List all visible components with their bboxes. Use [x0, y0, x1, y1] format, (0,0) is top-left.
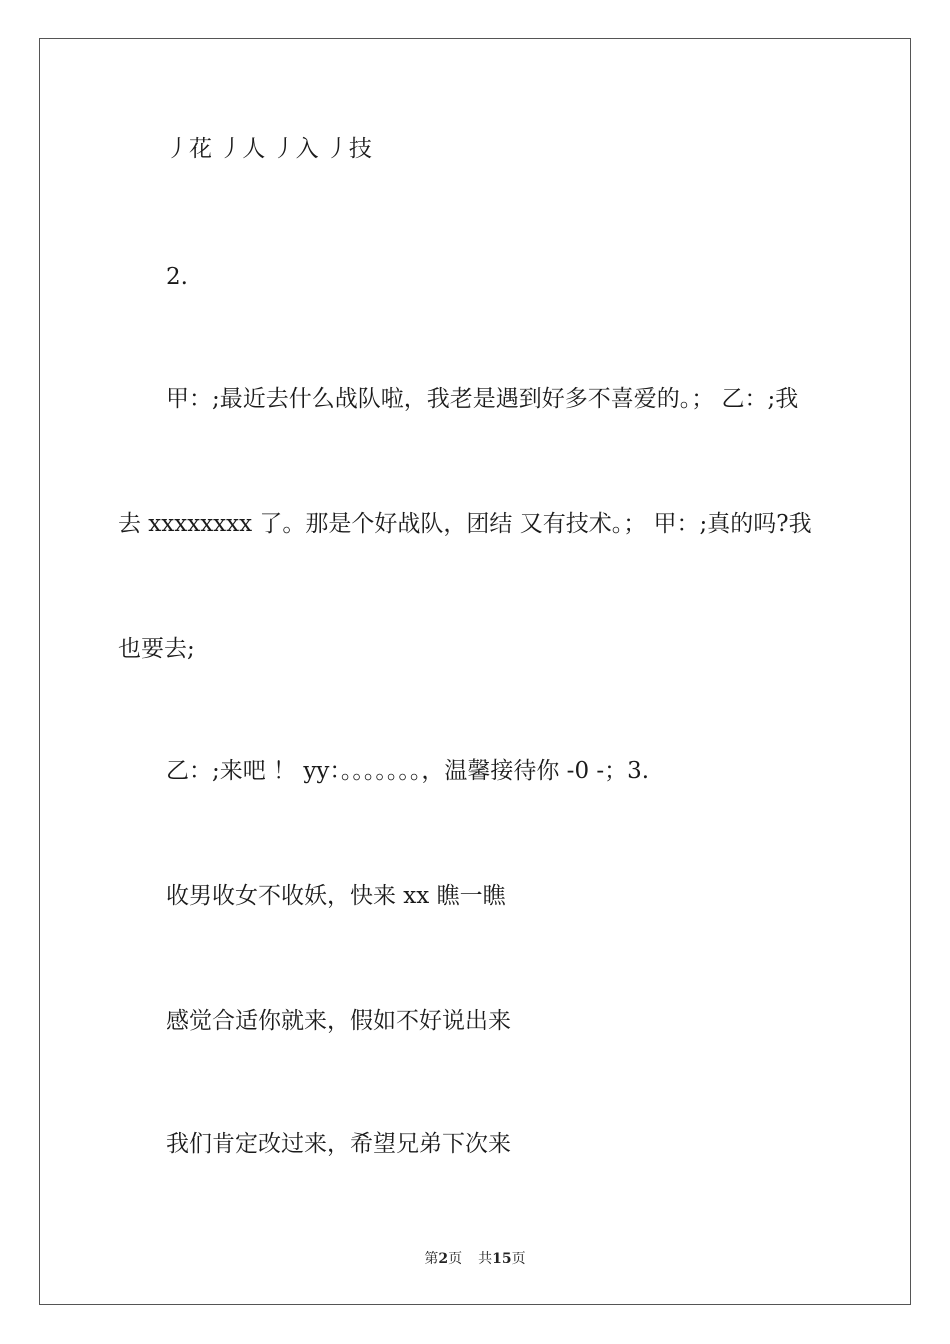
paragraph-6: 感觉合适你就来，假如不好说出来	[166, 1008, 511, 1034]
page-prefix: 第	[424, 1251, 439, 1267]
page-suffix: 页	[448, 1251, 463, 1267]
paragraph-7: 我们肯定改过来，希望兄弟下次来	[166, 1131, 511, 1157]
paragraph-1: 丿花 丿人 丿入 丿技	[166, 136, 372, 162]
total-suffix: 页	[511, 1251, 526, 1267]
page-footer	[40, 1249, 910, 1269]
paragraph-3-line-1: 甲：;最近去什么战队啦，我老是遇到好多不喜爱的。； 乙：;我	[166, 386, 799, 412]
paragraph-4: 乙：;来吧 ！ yy：。。。。。。。，温馨接待你 -0 -；3.	[166, 758, 650, 784]
total-prefix: 共	[478, 1251, 493, 1267]
paragraph-5: 收男收女不收妖，快来 xx 瞧一瞧	[166, 883, 506, 909]
total-pages: 15	[492, 1251, 512, 1267]
paragraph-3-line-2: 去 xxxxxxxx 了。那是个好战队，团结 又有技术。； 甲：;真的吗?我	[118, 511, 812, 537]
paragraph-3-line-3: 也要去;	[118, 636, 195, 662]
page-frame	[39, 38, 911, 1305]
page-number: 2	[438, 1251, 449, 1267]
paragraph-2: 2.	[166, 264, 188, 290]
